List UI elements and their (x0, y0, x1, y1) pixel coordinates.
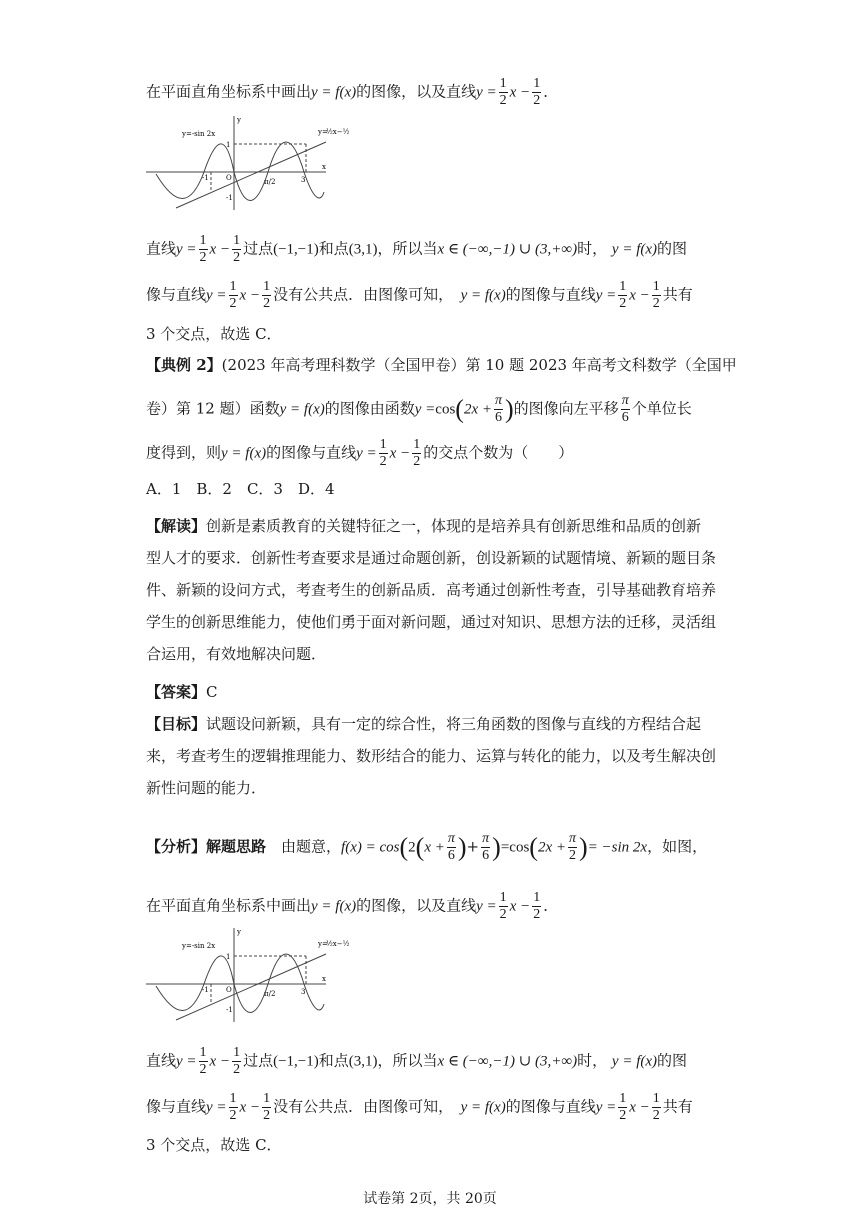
math-yf: y = f(x) (311, 898, 357, 915)
text: 直线 (146, 1051, 177, 1070)
text: 过点 (243, 239, 274, 258)
origin-label: O (226, 174, 232, 182)
fraction: $\frac{1}{2}$ (229, 279, 237, 311)
analysis-line: 【分析】解题思路 由题意，f(x) = cos(2(x + $\frac{\pi}{6}$ )+ $\frac{\pi}{6}$ )=cos(2x + $\frac{\pi}{2}$ )= −sin 2x，如图， (146, 831, 708, 863)
options: A．1 B．2 C．3 D．4 (146, 480, 335, 498)
fraction: $\frac{1}{2}$ (652, 279, 660, 311)
math-y: y = (595, 1099, 617, 1116)
label-sin: y=-sin 2x (182, 130, 216, 138)
fraction: $\frac{\pi}{6}$ (482, 831, 490, 863)
draw-line-1: 在平面直角坐标系中画出y = f(x)的图像，以及直线y = $\frac{1}{2}$ x − $\frac{1}{2}$ ． (146, 76, 559, 108)
answer-line (146, 681, 218, 703)
fraction: $\frac{1}{2}$ (499, 890, 507, 922)
math-2: 2 (408, 839, 416, 856)
tick-neg1: -1 (202, 986, 209, 994)
text: 的图 (657, 239, 688, 258)
math-y: y = (176, 1053, 197, 1070)
page-footer: 试卷第 2页，共 20页 (363, 1191, 497, 1207)
fraction: $\frac{1}{2}$ (199, 1045, 207, 1077)
label-line: y= (318, 940, 328, 948)
math-y: y = (476, 898, 497, 915)
example-label: 【典例 2】 (146, 356, 222, 374)
math-yf: y = f(x) (460, 287, 506, 304)
math-x: x − (209, 1053, 231, 1070)
text: ，所以当 (377, 239, 438, 258)
x-axis-label: x (322, 975, 326, 983)
goal-text: 试题设问新颖，具有一定的综合性，将三角函数的图像与直线的方程结合起来，考查考生的逻辑推理能力、数形结合的能力、运算与转化的能力，以及考生解决创新性问题的能力． (146, 715, 717, 797)
math-neg-sin: = −sin 2x (587, 839, 648, 856)
math-cos: cos (509, 839, 530, 856)
math-x: x − (629, 287, 650, 304)
tick-pi-half: π/2 (264, 178, 276, 186)
example-2-line-1 (146, 354, 737, 376)
text: 直线 (146, 239, 177, 258)
fraction: $\frac{\pi}{6}$ (494, 393, 502, 425)
tick-neg1-y: -1 (226, 194, 233, 202)
text: 的交点个数为（ ） (423, 443, 574, 462)
math-x: x − (239, 287, 261, 304)
answer-label: 【答案】 (146, 683, 207, 701)
fraction: $\frac{1}{2}$ (199, 233, 207, 265)
text: 时， (577, 1051, 608, 1070)
math-y: y = (176, 241, 197, 258)
math-x: x − (509, 898, 531, 915)
x-axis-label: x (322, 163, 326, 171)
label-line-frac: ½x−½ (326, 940, 350, 948)
tick-3: 3 (301, 176, 306, 184)
text: 共有 (662, 1097, 693, 1116)
fraction: $\frac{1}{2}$ (533, 890, 541, 922)
text: 的图像，以及直线 (356, 896, 477, 915)
math-yf: y = f(x) (611, 241, 658, 258)
origin-label: O (226, 986, 232, 994)
text: 的图像与直线 (505, 1097, 596, 1116)
interval: x ∈ (−∞,−1) ∪ (3,+∞) (437, 1053, 578, 1070)
text: 过点 (243, 1051, 274, 1070)
math-yf: y = f(x) (311, 84, 357, 101)
math-x: x − (629, 1099, 650, 1116)
math-cos: cos (435, 401, 456, 418)
line-no-common-1 (146, 279, 693, 312)
math-2x: 2x + (537, 839, 566, 856)
text: 和点 (318, 239, 349, 258)
text: ，所以当 (377, 1051, 438, 1070)
text: 的图像向左平移 (513, 399, 619, 418)
tick-pi-half: π/2 (264, 990, 276, 998)
text: 和点 (318, 1051, 349, 1070)
y-axis-label: y (237, 928, 241, 936)
math-y: y = (476, 84, 497, 101)
fraction: $\frac{\pi}{6}$ (447, 831, 455, 863)
text: 的图像与直线 (266, 443, 357, 462)
interval: x ∈ (−∞,−1) ∪ (3,+∞) (437, 241, 578, 258)
tick-neg1: -1 (202, 174, 209, 182)
point-2: (3,1) (348, 241, 378, 258)
text: 在平面直角坐标系中画出 (146, 82, 312, 101)
math-y: y = (595, 287, 617, 304)
tick-1: 1 (226, 141, 231, 149)
math-2x: 2x + (463, 401, 492, 418)
fraction: $\frac{1}{2}$ (263, 279, 271, 311)
text: 像与直线 (146, 285, 207, 304)
text: 的图像，以及直线 (356, 82, 477, 101)
math-y: y = (206, 1099, 227, 1116)
y-axis-label: y (237, 116, 241, 124)
text: 的图像与直线 (505, 285, 596, 304)
text: ，如图， (647, 837, 708, 856)
fraction: $\frac{1}{2}$ (413, 437, 421, 469)
math-yf: y = f(x) (611, 1053, 658, 1070)
text: 的图像由函数 (324, 399, 415, 418)
text: 没有公共点．由图像可知， (273, 1097, 446, 1116)
tick-neg1-y: -1 (226, 1006, 233, 1014)
goal-paragraph (146, 708, 716, 804)
tick-3: 3 (301, 988, 306, 996)
fraction: $\frac{1}{2}$ (263, 1091, 271, 1123)
math-y: y = (356, 445, 377, 462)
math-x: x − (389, 445, 411, 462)
line-passes-1 (146, 233, 687, 266)
fraction: $\frac{\pi}{2}$ (568, 831, 576, 863)
fraction: $\frac{1}{2}$ (619, 279, 627, 311)
answer-text: C (206, 683, 218, 701)
math-yf: y = f(x) (460, 1099, 506, 1116)
reading-text: 创新是素质教育的关键特征之一，体现的是培养具有创新思维和品质的创新型人才的要求．创新性考查要求是通过命题创新，创设新颖的试题情境、新颖的题目条件、新颖的设问方式，考查考生的创新品质．高考通过创新性考查，引导基础教育培养学生的创新思维能力，使他们勇于面对新问题，通过对知识、思想方法的迁移，灵活组合运用，有效地解决问题． (146, 517, 717, 663)
text: 卷）第 12 题）函数 (146, 399, 280, 418)
math-yf: y = f(x) (279, 401, 325, 418)
conclusion-2: 3 个交点，故选 C． (146, 1136, 282, 1154)
math-y: y = (414, 401, 436, 418)
text: 没有公共点．由图像可知， (273, 285, 446, 304)
fraction: $\frac{1}{2}$ (379, 437, 387, 469)
text: 像与直线 (146, 1097, 207, 1116)
reading-label: 【解读】 (146, 517, 207, 535)
math-yf: y = f(x) (221, 445, 267, 462)
label-sin: y=-sin 2x (182, 942, 216, 950)
label-line-frac: ½x−½ (326, 128, 350, 136)
text: 在平面直角坐标系中画出 (146, 896, 312, 915)
math-eq: = (500, 839, 510, 856)
fraction: $\frac{1}{2}$ (533, 76, 541, 108)
draw-line-2: 在平面直角坐标系中画出y = f(x)的图像，以及直线y = $\frac{1}{2}$ x − $\frac{1}{2}$ ． (146, 890, 559, 922)
example-2-line-3 (146, 437, 573, 470)
conclusion-1: 3 个交点，故选 C． (146, 325, 282, 343)
goal-label: 【目标】 (146, 715, 207, 733)
analysis-label: 【分析】解题思路 (146, 837, 267, 856)
text: 由题意， (281, 837, 342, 856)
label-line: y= (318, 128, 328, 136)
text: 共有 (662, 285, 693, 304)
math-x-plus: x + (424, 839, 445, 856)
fraction: $\frac{1}{2}$ (229, 1091, 237, 1123)
math-x: x − (509, 84, 531, 101)
graph-figure-2 (146, 924, 366, 1024)
line-no-common-2 (146, 1091, 693, 1124)
point-1: (−1,−1) (273, 1053, 319, 1070)
fraction: $\frac{1}{2}$ (499, 76, 507, 108)
reading-paragraph (146, 510, 716, 670)
math-y: y = (206, 287, 227, 304)
text: 的图 (657, 1051, 688, 1070)
math-x: x − (209, 241, 231, 258)
text: 度得到，则 (146, 443, 222, 462)
fraction: $\frac{1}{2}$ (233, 233, 241, 265)
point-1: (−1,−1) (273, 241, 319, 258)
line-passes-2 (146, 1045, 687, 1078)
math-fx: f(x) = cos (341, 839, 400, 856)
fraction: $\frac{\pi}{6}$ (621, 393, 629, 425)
example-2-line-2: 卷）第 12 题）函数y = f(x)的图像由函数y =cos(2x + $\frac{\pi}{6}$ )的图像向左平移 $\frac{\pi}{6}$ 个单位长 (146, 393, 692, 425)
example-source: (2023 年高考理科数学（全国甲卷）第 10 题 2023 年高考文科数学（全国甲 (221, 356, 737, 374)
text: 时， (577, 239, 608, 258)
fraction: $\frac{1}{2}$ (652, 1091, 660, 1123)
text: 个单位长 (631, 399, 692, 418)
math-x: x − (239, 1099, 261, 1116)
fraction: $\frac{1}{2}$ (619, 1091, 627, 1123)
tick-1: 1 (226, 953, 231, 961)
fraction: $\frac{1}{2}$ (233, 1045, 241, 1077)
point-2: (3,1) (348, 1053, 378, 1070)
graph-figure-1 (146, 112, 366, 212)
